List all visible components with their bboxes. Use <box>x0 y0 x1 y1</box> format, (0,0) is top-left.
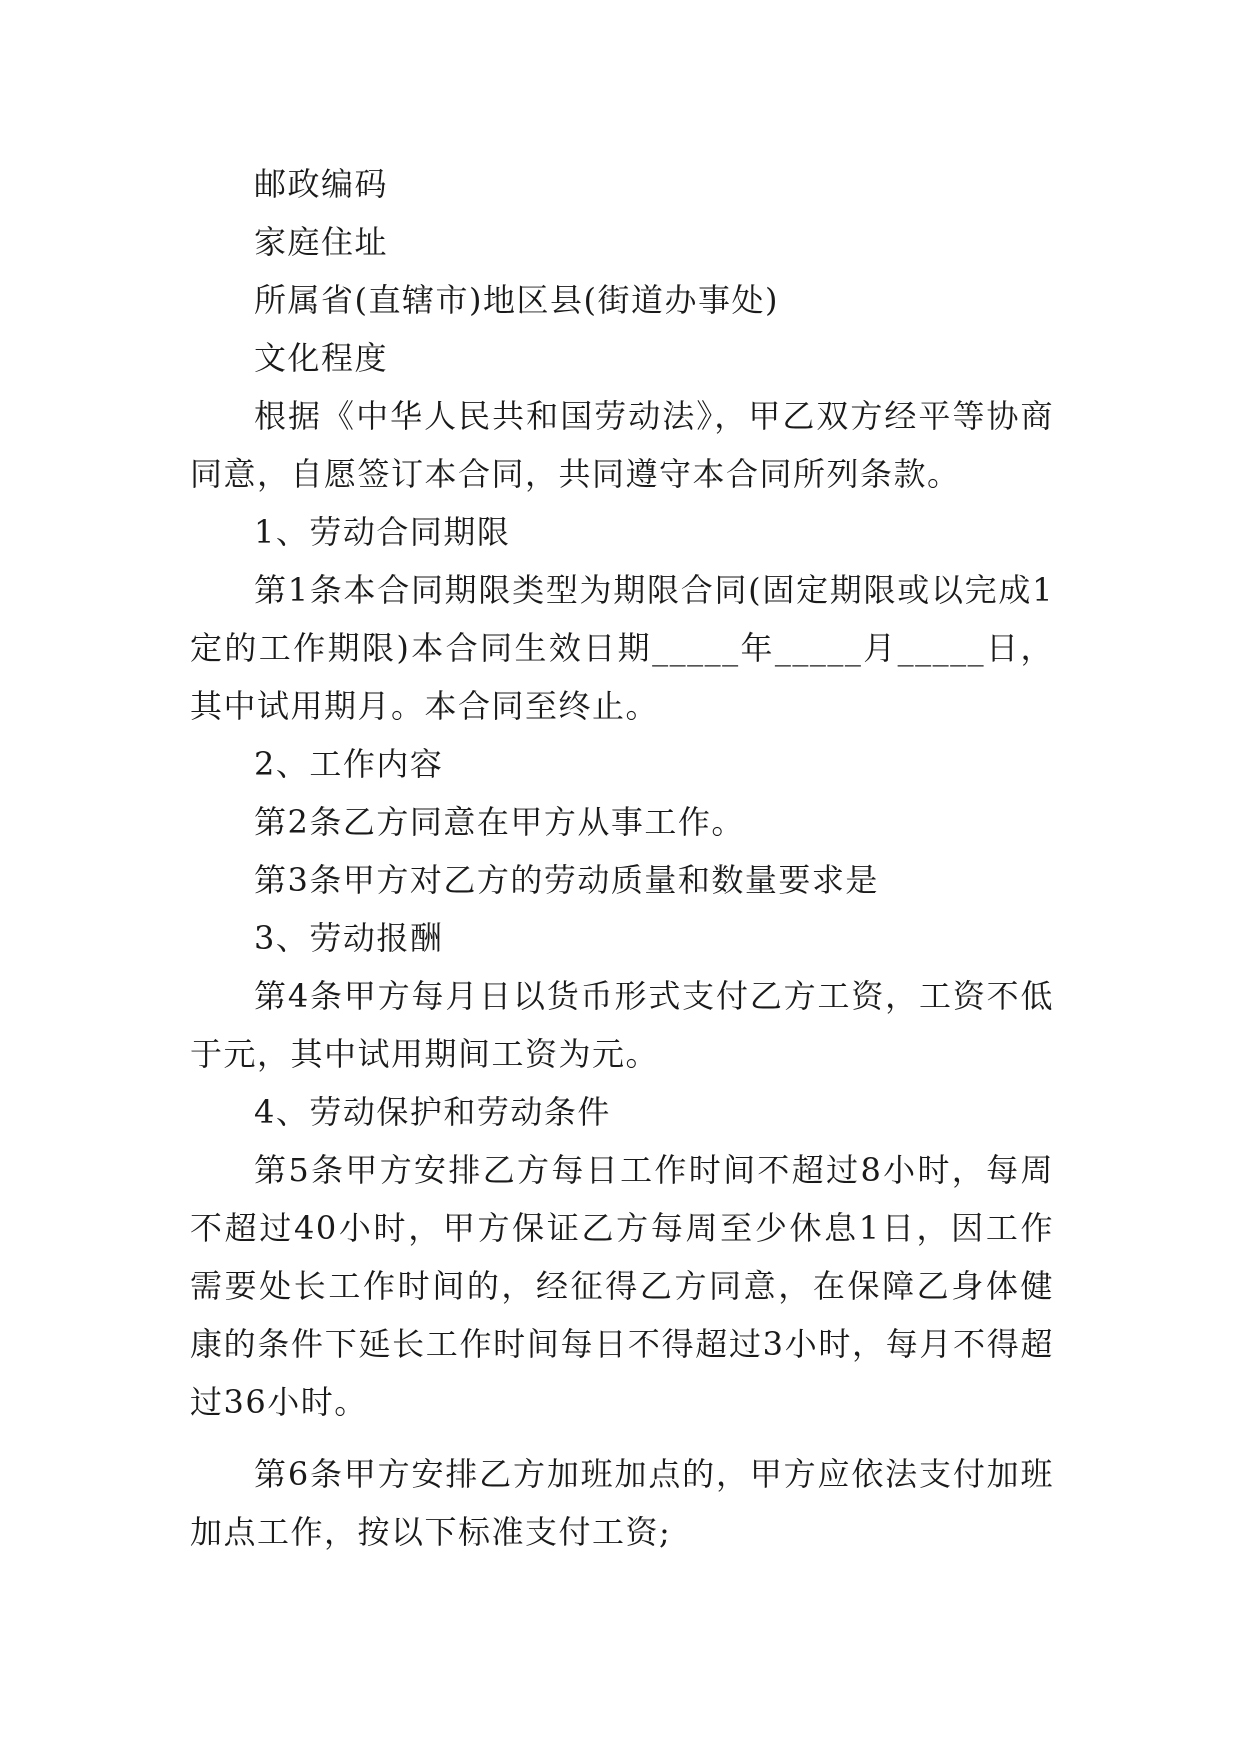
article-6: 第6条甲方安排乙方加班加点的，甲方应依法支付加班加点工作，按以下标准支付工资; <box>190 1455 1054 1551</box>
section-heading-work-content: 2、工作内容 <box>254 745 444 783</box>
field-home-address: 家庭住址 <box>254 223 389 261</box>
section-heading-contract-term: 1、劳动合同期限 <box>254 513 511 551</box>
field-education-level: 文化程度 <box>254 339 389 377</box>
article-4: 第4条甲方每月日以货币形式支付乙方工资，工资不低于元，其中试用期间工资为元。 <box>190 977 1054 1073</box>
section-heading-labor-protection: 4、劳动保护和劳动条件 <box>254 1093 611 1131</box>
article-3: 第3条甲方对乙方的劳动质量和数量要求是 <box>254 861 879 899</box>
field-postal-code: 邮政编码 <box>254 165 389 203</box>
article-1: 第1条本合同期限类型为期限合同(固定期限或以完成1定的工作期限)本合同生效日期_____年_____月_____日，其中试用期月。本合同至终止。 <box>190 571 1054 725</box>
preamble-paragraph: 根据《中华人民共和国劳动法》，甲乙双方经平等协商同意，自愿签订本合同，共同遵守本合同所列条款。 <box>190 397 1054 493</box>
field-province-region: 所属省(直辖市)地区县(街道办事处) <box>254 281 779 319</box>
document-body <box>190 155 1054 1561</box>
section-heading-remuneration: 3、劳动报酬 <box>254 919 444 957</box>
article-5: 第5条甲方安排乙方每日工作时间不超过8小时，每周不超过40小时，甲方保证乙方每周至少休息1日，因工作需要处长工作时间的，经征得乙方同意，在保障乙身体健康的条件下延长工作时间每日不得超过3小时，每月不得超过36小时。 <box>190 1151 1054 1421</box>
article-2: 第2条乙方同意在甲方从事工作。 <box>254 803 745 841</box>
